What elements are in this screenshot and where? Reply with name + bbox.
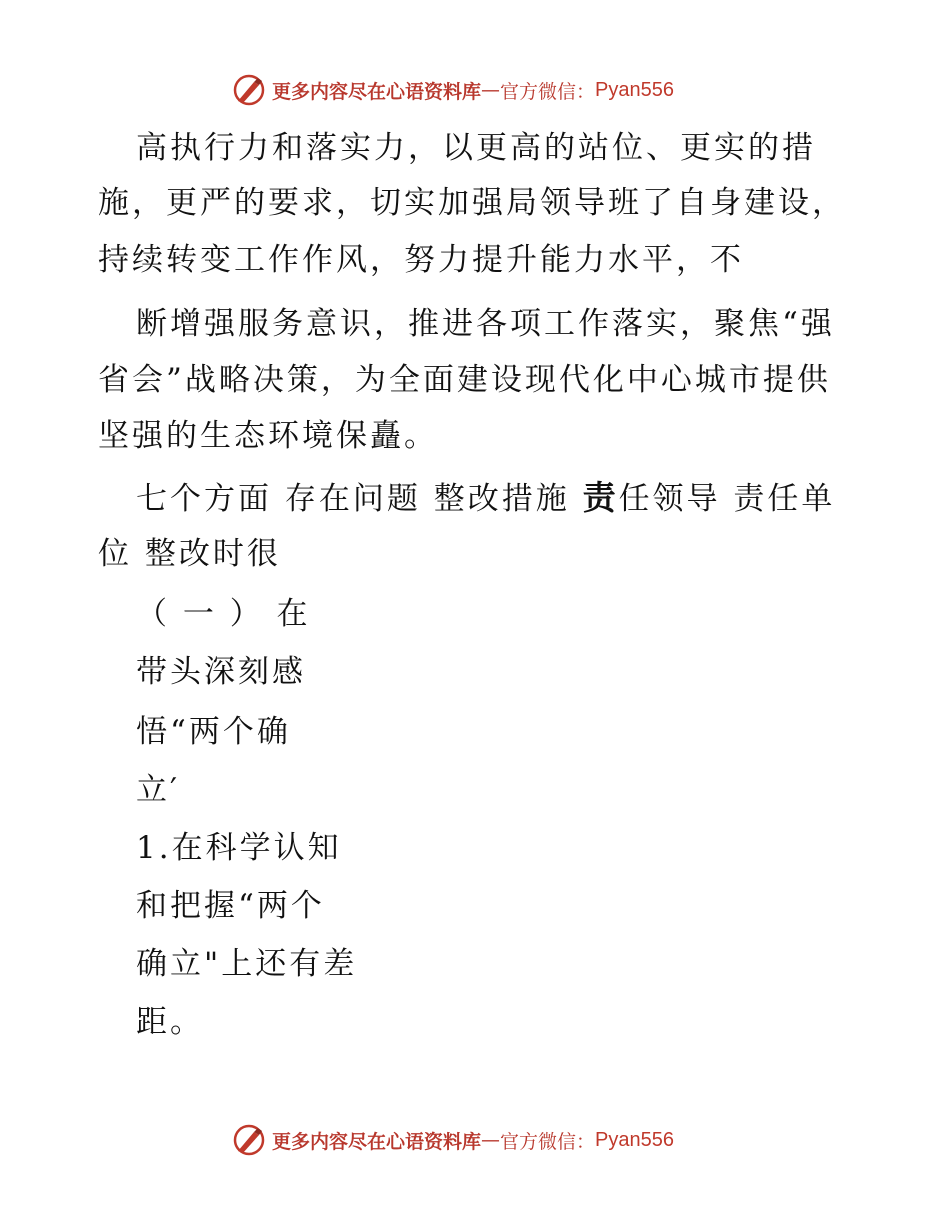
body-line-7 xyxy=(136,478,835,519)
pen-logo-icon xyxy=(232,73,266,107)
cell-line-4: 1.在科学认知 xyxy=(136,830,342,866)
table-heading-part-2: 任领导 责任单 xyxy=(618,481,836,517)
footer-wechat-id: Pyan556 xyxy=(595,1128,674,1151)
cell-line-7: 距。 xyxy=(136,1004,204,1040)
footer-wechat-label: 官方微信： xyxy=(500,1130,596,1153)
table-heading-bold-char: 责 xyxy=(582,478,619,517)
header-banner xyxy=(232,72,674,108)
body-line-4: 断增强服务意识，推进各项工作落实，聚焦“强 xyxy=(136,306,835,342)
section-heading-1: （ 一 ） 在 xyxy=(136,596,311,632)
cell-line-1: 带头深刻感 xyxy=(136,654,306,690)
cell-line-3: 立′ xyxy=(136,772,181,808)
header-separator: — xyxy=(481,79,501,101)
body-line-5: 省会”战略决策，为全面建设现代化中心城市提供 xyxy=(98,362,831,398)
footer-promo-text: 更多内容尽在心语资料库 xyxy=(272,1130,482,1153)
footer-banner xyxy=(232,1122,674,1158)
body-line-8: 位 整改时很 xyxy=(98,536,281,572)
header-promo-text: 更多内容尽在心语资料库 xyxy=(272,80,482,103)
header-wechat-id: Pyan556 xyxy=(595,78,674,101)
body-line-6: 坚强的生态环境保矗。 xyxy=(98,418,438,454)
header-wechat-label: 官方微信： xyxy=(500,80,596,103)
cell-line-6: 确立"上还有差 xyxy=(136,946,358,982)
body-line-2: 施，更严的要求，切实加强局领导班了自身建设， xyxy=(98,185,846,221)
body-line-1: 高执行力和落实力，以更高的站位、更实的措 xyxy=(136,130,816,166)
cell-line-2: 悟“两个确 xyxy=(136,714,291,750)
footer-separator: — xyxy=(481,1129,501,1151)
pen-logo-icon xyxy=(232,1123,266,1157)
body-line-3: 持续转变工作作风，努力提升能力水平，不 xyxy=(98,242,744,278)
table-heading-part-1: 七个方面 存在问题 整改措施 xyxy=(136,481,583,517)
cell-line-5: 和把握“两个 xyxy=(136,888,325,924)
